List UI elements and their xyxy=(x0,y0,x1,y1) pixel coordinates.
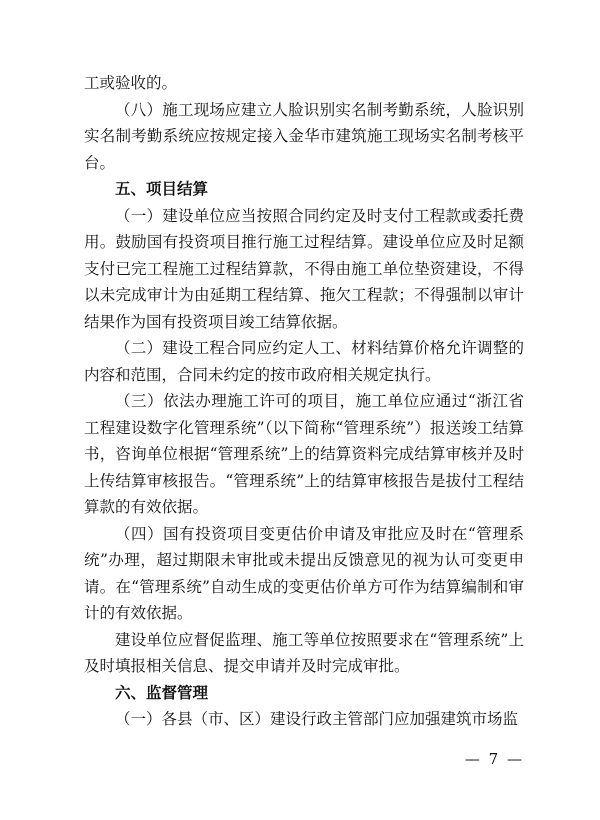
paragraph-settlement-supervision: 建设单位应督促监理、施工等单位按照要求在“管理系统”上及时填报相关信息、提交申请并及时完成审批。 xyxy=(84,630,524,675)
paragraph-settlement-2: （二）建设工程合同应约定人工、材料结算价格允许调整的内容和范围，合同未约定的按市政府相关规定执行。 xyxy=(84,339,524,384)
continued-paragraph: 工或验收的。 xyxy=(84,74,178,92)
document-body xyxy=(84,70,524,733)
section-heading-oversight: 六、监督管理 xyxy=(115,683,209,702)
section-heading-settlement: 五、项目结算 xyxy=(115,180,209,198)
paragraph-settlement-3: （三）依法办理施工许可的项目，施工单位应通过“浙江省工程建设数字化管理系统”（以下简称“管理系统”）报送竣工结算书，咨询单位根据“管理系统”上的结算资料完成结算审核并及时上传结算审核报告。“管理系统”上的结算审核报告是拔付工程结算款的有效依据。 xyxy=(84,392,524,516)
paragraph-settlement-4: （四）国有投资项目变更估价申请及审批应及时在“管理系统”办理，超过期限未审批或未提出反馈意见的视为认可变更申请。在“管理系统”自动生成的变更估价单方可作为结算编制和审计的有效依据。 xyxy=(84,524,524,622)
paragraph-oversight-1: （一）各县（市、区）建设行政主管部门应加强建筑市场监 xyxy=(115,710,519,728)
paragraph-item-8: （八）施工现场应建立人脸识别实名制考勤系统，人脸识别实名制考勤系统应按规定接入金华市建筑施工现场实名制考核平台。 xyxy=(84,100,524,172)
page-number: — 7 — xyxy=(464,750,524,768)
paragraph-settlement-1: （一）建设单位应当按照合同约定及时支付工程款或委托费用。鼓励国有投资项目推行施工过程结算。建设单位应及时足额支付已完工程施工过程结算款，不得由施工单位垫资建设，不得以未完成审计为由延期工程结算、拖欠工程款；不得强制以审计结果作为国有投资项目竣工结算依据。 xyxy=(84,206,524,331)
